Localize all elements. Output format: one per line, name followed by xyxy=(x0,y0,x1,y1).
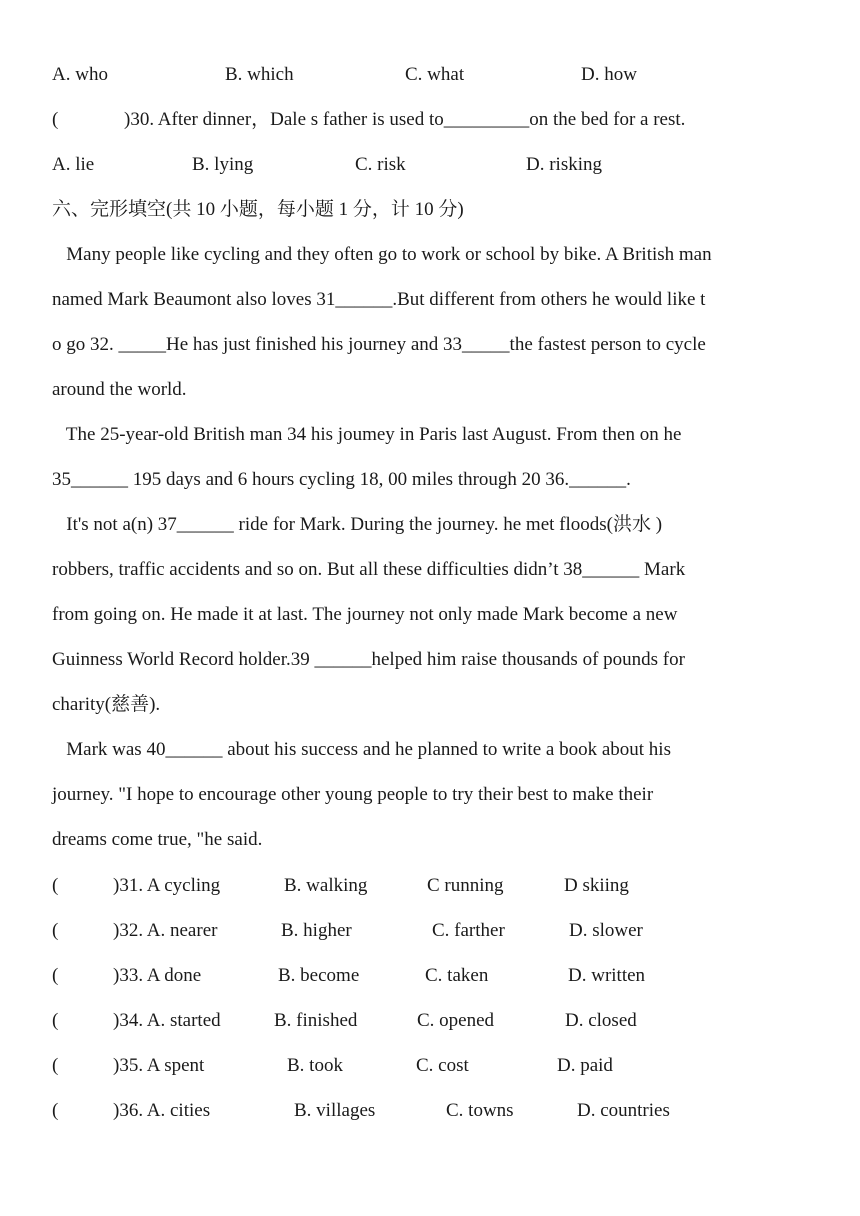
q32-option-d: D. slower xyxy=(569,920,643,941)
q31-option-b: B. walking xyxy=(284,875,368,896)
passage-line: o go 32. _____He has just finished his journey and 33_____the fastest person to cycle xyxy=(52,334,706,355)
q36-option-c: C. towns xyxy=(446,1100,514,1121)
q34-option-c: C. opened xyxy=(417,1010,495,1031)
q32-stem: )32. A. nearer xyxy=(113,920,218,941)
q31-option-d: D skiing xyxy=(564,875,629,896)
passage-line: Mark was 40______ about his success and he planned to write a book about his xyxy=(52,739,671,760)
q36-option-b: B. villages xyxy=(294,1100,376,1121)
passage-line: named Mark Beaumont also loves 31______.But different from others he would like t xyxy=(52,289,706,310)
q36-stem: )36. A. cities xyxy=(113,1100,211,1121)
passage-line: Guinness World Record holder.39 ______helped him raise thousands of pounds for xyxy=(52,649,685,670)
q29-option-d: D. how xyxy=(581,64,637,85)
q34-option-d: D. closed xyxy=(565,1010,637,1031)
q30-stem: )30. After dinner，Dale s father is used to_________on the bed for a rest. xyxy=(124,109,686,130)
q34-option-b: B. finished xyxy=(274,1010,358,1031)
passage-line: robbers, traffic accidents and so on. But all these difficulties didn’t 38______ Mark xyxy=(52,559,686,580)
passage-line: Many people like cycling and they often go to work or school by bike. A British man xyxy=(52,244,712,265)
q29-option-b: B. which xyxy=(225,64,294,85)
q35-option-d: D. paid xyxy=(557,1055,613,1076)
passage-line: from going on. He made it at last. The journey not only made Mark become a new xyxy=(52,604,678,625)
q32-option-c: C. farther xyxy=(432,920,505,941)
q33-option-d: D. written xyxy=(568,965,646,986)
q30-option-a: A. lie xyxy=(52,154,95,175)
q31-stem: )31. A cycling xyxy=(113,875,221,896)
q35-paren: ( xyxy=(52,1055,59,1076)
q35-option-c: C. cost xyxy=(416,1055,469,1076)
q30-option-d: D. risking xyxy=(526,154,602,175)
passage-line: The 25-year-old British man 34 his joumey in Paris last August. From then on he xyxy=(52,424,682,445)
q34-paren: ( xyxy=(52,1010,59,1031)
q36-paren: ( xyxy=(52,1100,59,1121)
passage-line: journey. "I hope to encourage other young people to try their best to make their xyxy=(52,784,654,805)
q30-option-b: B. lying xyxy=(192,154,254,175)
q31-paren: ( xyxy=(52,875,59,896)
q29-option-c: C. what xyxy=(405,64,465,85)
q32-option-b: B. higher xyxy=(281,920,352,941)
passage-line: charity(慈善). xyxy=(52,694,161,715)
q33-option-c: C. taken xyxy=(425,965,489,986)
q35-stem: )35. A spent xyxy=(113,1055,205,1076)
passage-line: 35______ 195 days and 6 hours cycling 18, 00 miles through 20 36.______. xyxy=(52,469,631,490)
q33-stem: )33. A done xyxy=(113,965,202,986)
q33-paren: ( xyxy=(52,965,59,986)
q33-option-b: B. become xyxy=(278,965,360,986)
q36-option-d: D. countries xyxy=(577,1100,670,1121)
q29-option-a: A. who xyxy=(52,64,108,85)
q31-option-c: C running xyxy=(427,875,504,896)
q30-paren: ( xyxy=(52,109,59,130)
q30-option-c: C. risk xyxy=(355,154,406,175)
passage-line: It's not a(n) 37______ ride for Mark. During the journey. he met floods(洪水 ) xyxy=(52,514,663,535)
section-6-heading: 六、完形填空(共 10 小题，每小题 1 分，计 10 分) xyxy=(52,199,464,220)
q34-stem: )34. A. started xyxy=(113,1010,221,1031)
passage-line: dreams come true, "he said. xyxy=(52,829,263,850)
q32-paren: ( xyxy=(52,920,59,941)
q35-option-b: B. took xyxy=(287,1055,343,1076)
passage-line: around the world. xyxy=(52,379,187,400)
